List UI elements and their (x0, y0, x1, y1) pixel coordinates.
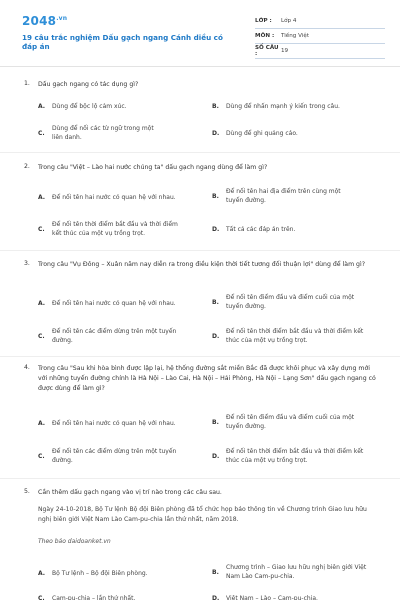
option-letter: C. (38, 333, 45, 340)
question-number: 5. (24, 488, 30, 495)
question-number: 3. (24, 260, 30, 267)
option-letter: C. (38, 130, 45, 137)
option-text: Để nối tên hai nước có quan hệ với nhau. (52, 420, 176, 427)
question-number: 2. (24, 163, 30, 170)
option-text: Để nối tên thời điểm bắt đầu và thời điểm kết thúc của một vụ trồng trọt. (52, 221, 178, 237)
option-text: Để nối tên các điểm dừng trên một tuyến đường. (52, 448, 177, 464)
option-letter: C. (38, 595, 45, 600)
meta-value: Lớp 4 (281, 18, 297, 24)
option-letter: A. (38, 300, 46, 307)
question-text: Trong câu "Vụ Đông – Xuân năm nay diễn ra trong điều kiện thời tiết tương đối thuận lợi" dùng để làm gì? (38, 261, 365, 268)
meta-label: SỐ CÂU : (255, 45, 279, 57)
option-letter: D. (212, 595, 220, 600)
option-letter: B. (212, 419, 219, 426)
option-letter: D. (212, 333, 220, 340)
option-letter: D. (212, 226, 220, 233)
option-letter: A. (38, 103, 46, 110)
option-text: Để nối tên các điểm dừng trên một tuyến đường. (52, 328, 177, 344)
option-letter: C. (38, 226, 45, 233)
option-text: Để nối tên hai địa điểm trên cùng một tuyến đường. (226, 188, 341, 204)
option-text: Dùng để nối các từ ngữ trong một liên danh. (52, 125, 154, 141)
option-text: Để nối tên điểm đầu và điểm cuối của một tuyến đường. (226, 414, 355, 430)
option-letter: C. (38, 453, 45, 460)
option-text: Để nối tên thời điểm bắt đầu và thời điểm kết thúc của một vụ trồng trọt. (226, 448, 364, 464)
option-letter: B. (212, 103, 219, 110)
meta-row-count (255, 44, 385, 59)
option-text: Dùng để nhấn mạnh ý kiến trong câu. (226, 103, 340, 110)
meta-value: Tiếng Việt (281, 33, 310, 39)
question-text: Trong câu "Việt – Lào hai nước chúng ta" dấu gạch ngang dùng để làm gì? (38, 164, 268, 171)
page-header (0, 0, 400, 62)
option-text: Để nối tên điểm đầu và điểm cuối của một tuyến đường. (226, 294, 355, 310)
option-text: Việt Nam – Lào – Cam-pu-chia. (226, 595, 318, 600)
question-divider (0, 250, 400, 251)
meta-label: MÔN : (255, 33, 275, 39)
question-number: 1. (24, 80, 30, 87)
option-text: Dùng để ghi quảng cáo. (226, 130, 298, 137)
option-text: Tất cả các đáp án trên. (226, 226, 296, 233)
question-divider (0, 478, 400, 479)
logo-main: 2048 (22, 14, 57, 28)
question-text: Cần thêm dấu gạch ngang vào vị trí nào trong các câu sau. (38, 489, 222, 496)
question-passage: Ngày 24-10-2018, Bộ Tư lệnh Bộ đội Biên phòng đã tổ chức họp báo thông tin về Chương trình Giao lưu hữu nghị biên giới Việt Nam Lào Cam-pu-chia lần thứ nhất, năm 2018. (38, 506, 367, 523)
question-divider (0, 356, 400, 357)
meta-value: 19 (281, 48, 289, 54)
option-text: Để nối tên hai nước có quan hệ với nhau. (52, 300, 176, 307)
option-letter: A. (38, 194, 46, 201)
option-letter: D. (212, 130, 220, 137)
option-text: Bộ Tư lệnh – Bộ đội Biên phòng. (52, 570, 148, 577)
option-text: Để nối tên thời điểm bắt đầu và thời điểm kết thúc của một vụ trồng trọt. (226, 328, 364, 344)
option-text: Cam-pu-chia – lần thứ nhất. (52, 595, 136, 600)
option-letter: A. (38, 570, 46, 577)
option-text: Dùng để bộc lộ cảm xúc. (52, 103, 127, 110)
header-divider (0, 66, 400, 67)
meta-row-subject (255, 29, 385, 44)
option-letter: A. (38, 420, 46, 427)
option-letter: D. (212, 453, 220, 460)
passage-source: Theo báo daidoanket.vn (38, 538, 111, 545)
meta-row-grade (255, 14, 385, 29)
option-letter: B. (212, 193, 219, 200)
option-text: Để nối tên hai nước có quan hệ với nhau. (52, 194, 176, 201)
option-letter: B. (212, 569, 219, 576)
document-title: 19 câu trắc nghiệm Dấu gạch ngang Cánh diều có đáp án (22, 33, 223, 51)
logo-suffix: .vn (56, 15, 68, 22)
question-divider (0, 152, 400, 153)
option-letter: B. (212, 299, 219, 306)
question-text: Trong câu "Sau khi hòa bình được lập lại, hệ thống đường sắt miền Bắc đã được khôi phục và xây dựng mới với những tuyến đường chính là Hà Nội – Lào Cai, Hà Nội – Hải Phòng, Hà Nội – Lạng Sơn" dấu gạch ngang có được dùng để làm gì? (38, 365, 376, 392)
meta-label: LỚP : (255, 18, 272, 24)
site-logo[interactable] (22, 14, 67, 28)
option-text: Chương trình – Giao lưu hữu nghị biên giới Việt Nam Lào Cam-pu-chia. (226, 564, 367, 580)
meta-table (255, 14, 385, 59)
question-number: 4. (24, 364, 30, 371)
question-text: Dấu gạch ngang có tác dụng gì? (38, 81, 139, 88)
